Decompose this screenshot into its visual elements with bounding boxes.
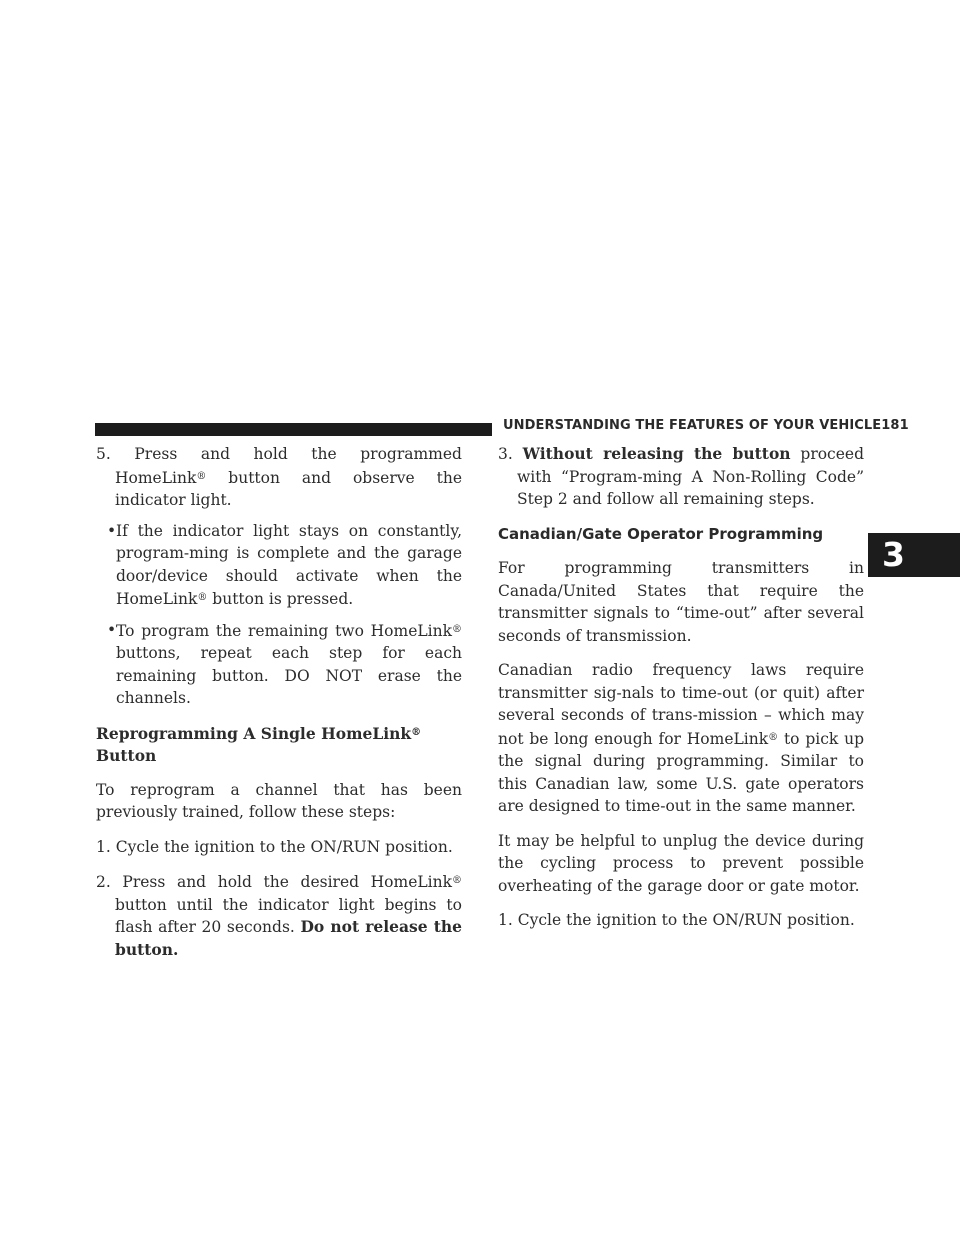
section-heading: [96, 722, 462, 768]
chapter-tab: 3: [868, 533, 960, 577]
paragraph-text: Canadian radio frequency laws require transmitter sig-nals to time-out (or quit) after several seconds of trans-mission – which may not be long enough for HomeLink: [498, 661, 864, 748]
page-number: 181: [881, 418, 909, 433]
heading-text: Reprogramming A Single HomeLink: [96, 723, 412, 743]
step-number: 1.: [498, 911, 513, 929]
bullet-text: If the indicator light stays on constantly, program-ming is complete and the garage door/device should activate when the HomeLink: [116, 521, 462, 608]
registered-mark: ®: [768, 731, 779, 743]
step-text: Press and hold the desired HomeLink: [122, 873, 452, 891]
step-text: Press and hold the programmed HomeLink: [115, 445, 462, 487]
bullet-icon: •: [107, 620, 117, 639]
bullet-list: [96, 520, 462, 710]
step-bold-text: Do not release the button.: [115, 917, 462, 959]
heading-text: Button: [96, 746, 157, 765]
paragraph: [498, 659, 864, 818]
step-5: [96, 443, 462, 512]
section-title: UNDERSTANDING THE FEATURES OF YOUR VEHICLE: [503, 418, 882, 433]
registered-mark: ®: [411, 726, 422, 738]
list-item: [96, 520, 462, 611]
step-1: [96, 836, 462, 859]
registered-mark: ®: [196, 470, 207, 482]
step-bold-text: Without releasing the button: [522, 444, 791, 463]
step-text: button until the indicator light begins to flash after 20 seconds.: [115, 895, 462, 936]
bullet-text: button is pressed.: [207, 590, 354, 608]
registered-mark: ®: [452, 875, 462, 886]
header-rule: [95, 423, 492, 436]
step-2: [96, 870, 462, 961]
running-header: [503, 418, 909, 433]
registered-mark: ®: [197, 592, 208, 603]
step-text: Cycle the ignition to the ON/RUN position.: [115, 837, 453, 856]
right-column: [498, 443, 864, 944]
bullet-text: buttons, repeat each step for each remaining button. DO NOT erase the channels.: [116, 644, 462, 707]
step-number: 2.: [96, 873, 111, 891]
bullet-text: To program the remaining two HomeLink: [116, 621, 452, 640]
step-text: Cycle the ignition to the ON/RUN position.: [517, 911, 855, 929]
step-text: button and observe the indicator light.: [115, 468, 462, 509]
step-number: 3.: [498, 445, 513, 463]
left-column: [96, 443, 462, 973]
list-item: [96, 619, 462, 710]
section-heading: Canadian/Gate Operator Programming: [498, 524, 824, 543]
step-text: proceed with “Program-ming A Non-Rolling Code” Step 2 and follow all remaining steps.: [517, 445, 865, 508]
registered-mark: ®: [452, 623, 462, 635]
step-1: [498, 909, 864, 932]
step-3: [498, 443, 864, 511]
paragraph: It may be helpful to unplug the device during the cycling process to prevent possible overheating of the garage door or gate motor.: [498, 831, 864, 895]
paragraph-text: to pick up the signal during programming. Similar to this Canadian law, some U.S. gate operators are designed to time-out in the same manner.: [498, 729, 864, 815]
intro-paragraph: To reprogram a channel that has been previously trained, follow these steps:: [96, 780, 462, 821]
step-number: 1.: [96, 837, 111, 856]
paragraph: For programming transmitters in Canada/United States that require the transmitter signals to “time-out” after several seconds of transmission.: [498, 559, 864, 645]
bullet-icon: •: [107, 521, 117, 540]
step-number: 5.: [96, 445, 111, 463]
